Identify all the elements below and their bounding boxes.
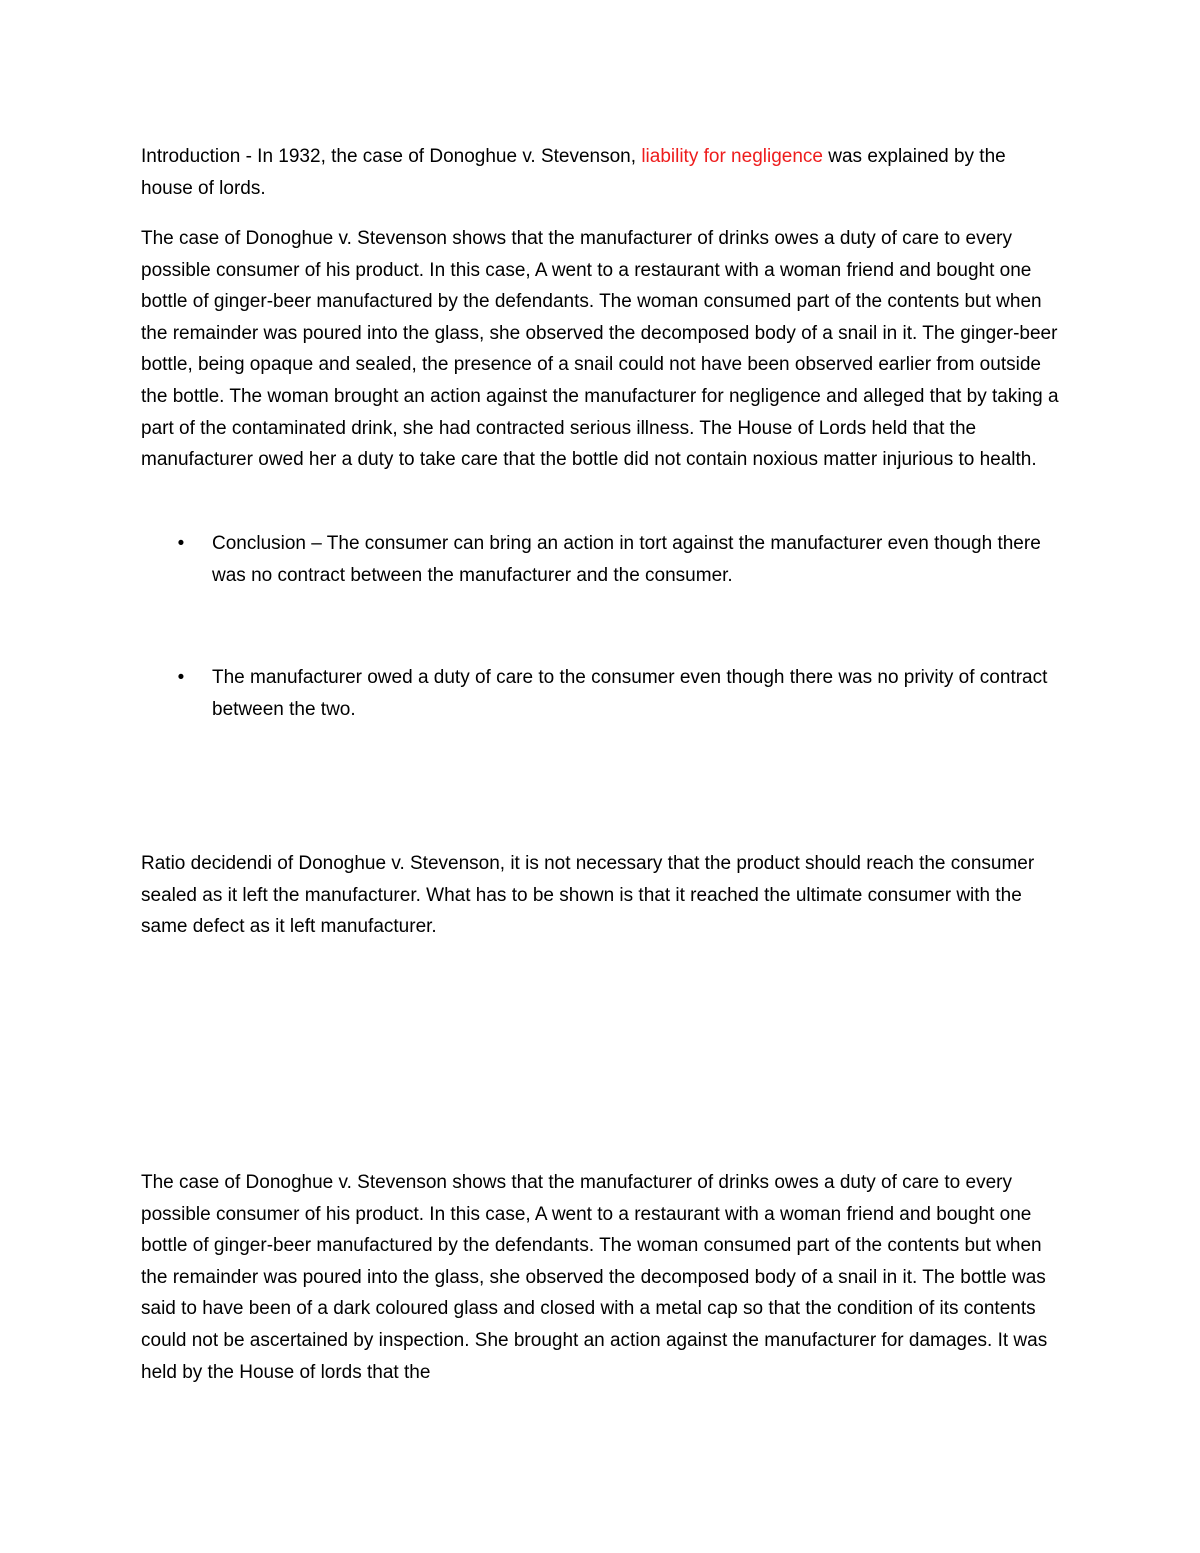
case-paragraph-repeat: The case of Donoghue v. Stevenson shows that the manufacturer of drinks owes a duty of care to every possible consumer of his product. In this case, A went to a restaurant with a woman friend and bought one bottle of ginger-beer manufactured by the defendants. The woman consumed part of the contents but when the remainder was poured into the glass, she observed the decomposed body of a snail in it. The bottle was said to have been of a dark coloured glass and closed with a metal cap so that the condition of its contents could not be ascertained by inspection. She brought an action against the manufacturer for damages. It was held by the House of lords that the bbox=[141, 1172, 1048, 1383]
intro-lead: Introduction - In 1932, the case of Donoghue v. Stevenson, bbox=[141, 146, 642, 167]
intro-paragraph bbox=[141, 141, 1061, 204]
bullet-item-privity bbox=[141, 662, 1061, 725]
intro-highlight: liability for negligence bbox=[641, 146, 823, 167]
bullet-item-conclusion bbox=[141, 528, 1061, 591]
bullet-icon: • bbox=[177, 533, 185, 554]
bullet-text: Conclusion – The consumer can bring an action in tort against the manufacturer even though there was no contract between the manufacturer and the consumer. bbox=[212, 533, 1041, 586]
case-paragraph: The case of Donoghue v. Stevenson shows that the manufacturer of drinks owes a duty of care to every possible consumer of his product. In this case, A went to a restaurant with a woman friend and bought one bottle of ginger-beer manufactured by the defendants. The woman consumed part of the contents but when the remainder was poured into the glass, she observed the decomposed body of a snail in it. The ginger-beer bottle, being opaque and sealed, the presence of a snail could not have been observed earlier from outside the bottle. The woman brought an action against the manufacturer for negligence and alleged that by taking a part of the contaminated drink, she had contracted serious illness. The House of Lords held that the manufacturer owed her a duty to take care that the bottle did not contain noxious matter injurious to health. bbox=[141, 228, 1059, 471]
ratio-paragraph: Ratio decidendi of Donoghue v. Stevenson, it is not necessary that the product should reach the consumer sealed as it left the manufacturer. What has to be shown is that it reached the ultimate consumer with the same defect as it left manufacturer. bbox=[141, 853, 1035, 938]
bullet-text: The manufacturer owed a duty of care to the consumer even though there was no privity of contract between the two. bbox=[212, 667, 1048, 720]
intro-tail: was explained by the house of lords. bbox=[141, 146, 1006, 199]
bullet-icon: • bbox=[177, 667, 185, 688]
